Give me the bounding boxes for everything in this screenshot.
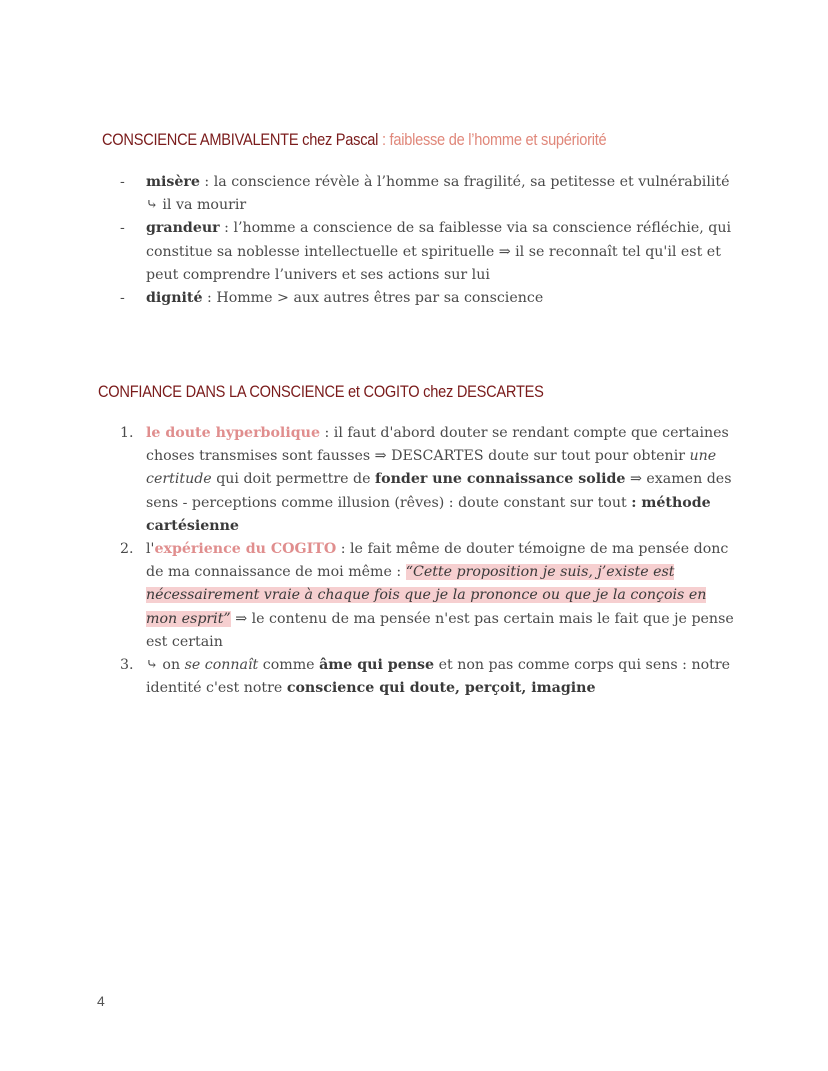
item-text: : Homme > aux autres êtres par sa conscience xyxy=(202,290,544,307)
list-item xyxy=(120,538,736,654)
bullet-marker: - xyxy=(120,220,125,237)
number-marker: 3. xyxy=(120,657,134,674)
item-text: ⤷ on xyxy=(146,657,185,674)
number-marker: 2. xyxy=(120,541,134,558)
number-marker: 1. xyxy=(120,425,134,441)
item-text: : le fait même de douter témoigne de ma pensée donc de ma connaissance de moi même : xyxy=(146,541,729,581)
bold-text: âme qui pense xyxy=(319,657,435,674)
highlighted-quote: “Cette proposition je suis, j’existe est nécessairement vraie à chaque fois que je la prononce ou que je la conçois en mon esprit” xyxy=(146,564,707,627)
list-item xyxy=(120,217,736,287)
item-text: : l’homme a conscience de sa faiblesse via sa conscience réfléchie, qui constitue sa noblesse intellectuelle et spirituelle ⇒ il se reconnaît tel qu'il est et peut comprendre l’univers et ses actions sur lui xyxy=(146,220,732,283)
italic-text: se connaît xyxy=(184,657,259,674)
item-text: et non pas comme corps qui sens : notre identité c'est notre xyxy=(146,657,731,697)
item-text: : il faut d'abord douter se rendant compte que certaines choses transmises sont fausses ⇒ DESCARTES doute sur tout pour obtenir xyxy=(146,425,729,465)
list-item xyxy=(120,287,736,310)
bullet-marker: - xyxy=(120,174,125,190)
list-item xyxy=(120,171,736,217)
term: dignité xyxy=(146,290,203,307)
pascal-bullet-list xyxy=(120,171,736,310)
section-heading-pascal xyxy=(102,130,606,150)
bold-text: : méthode cartésienne xyxy=(146,494,711,534)
item-text: ⇒ le contenu de ma pensée n'est pas certain mais le fait que je pense est certain xyxy=(146,610,734,650)
section-heading-descartes: CONFIANCE DANS LA CONSCIENCE et COGITO chez DESCARTES xyxy=(98,382,544,401)
term: grandeur xyxy=(146,220,220,237)
item-text: : la conscience révèle à l’homme sa fragilité, sa petitesse et vulnérabilité ⤷ il va mourir xyxy=(146,174,730,214)
term-highlight: le doute hyperbolique xyxy=(146,425,320,441)
item-text: l' xyxy=(146,541,155,558)
term-highlight: expérience du COGITO xyxy=(154,541,337,558)
descartes-numbered-list xyxy=(120,422,736,700)
item-text: ⇒ examen des sens - perceptions comme illusion (rêves) : doute constant sur tout xyxy=(146,471,732,511)
bold-text: conscience qui doute, perçoit, imagine xyxy=(286,680,596,697)
bullet-marker: - xyxy=(120,290,125,307)
list-item xyxy=(120,422,736,538)
page-number: 4 xyxy=(97,993,105,1009)
heading-accent: : faiblesse de l’homme et supériorité xyxy=(378,130,607,149)
item-text: qui doit permettre de xyxy=(211,471,376,488)
item-text: comme xyxy=(258,657,320,674)
bold-text: fonder une connaissance solide xyxy=(375,471,626,488)
list-item xyxy=(120,654,736,700)
heading-main: CONSCIENCE AMBIVALENTE chez Pascal xyxy=(102,130,379,149)
term: misère xyxy=(146,174,200,190)
italic-text: une certitude xyxy=(146,448,717,488)
